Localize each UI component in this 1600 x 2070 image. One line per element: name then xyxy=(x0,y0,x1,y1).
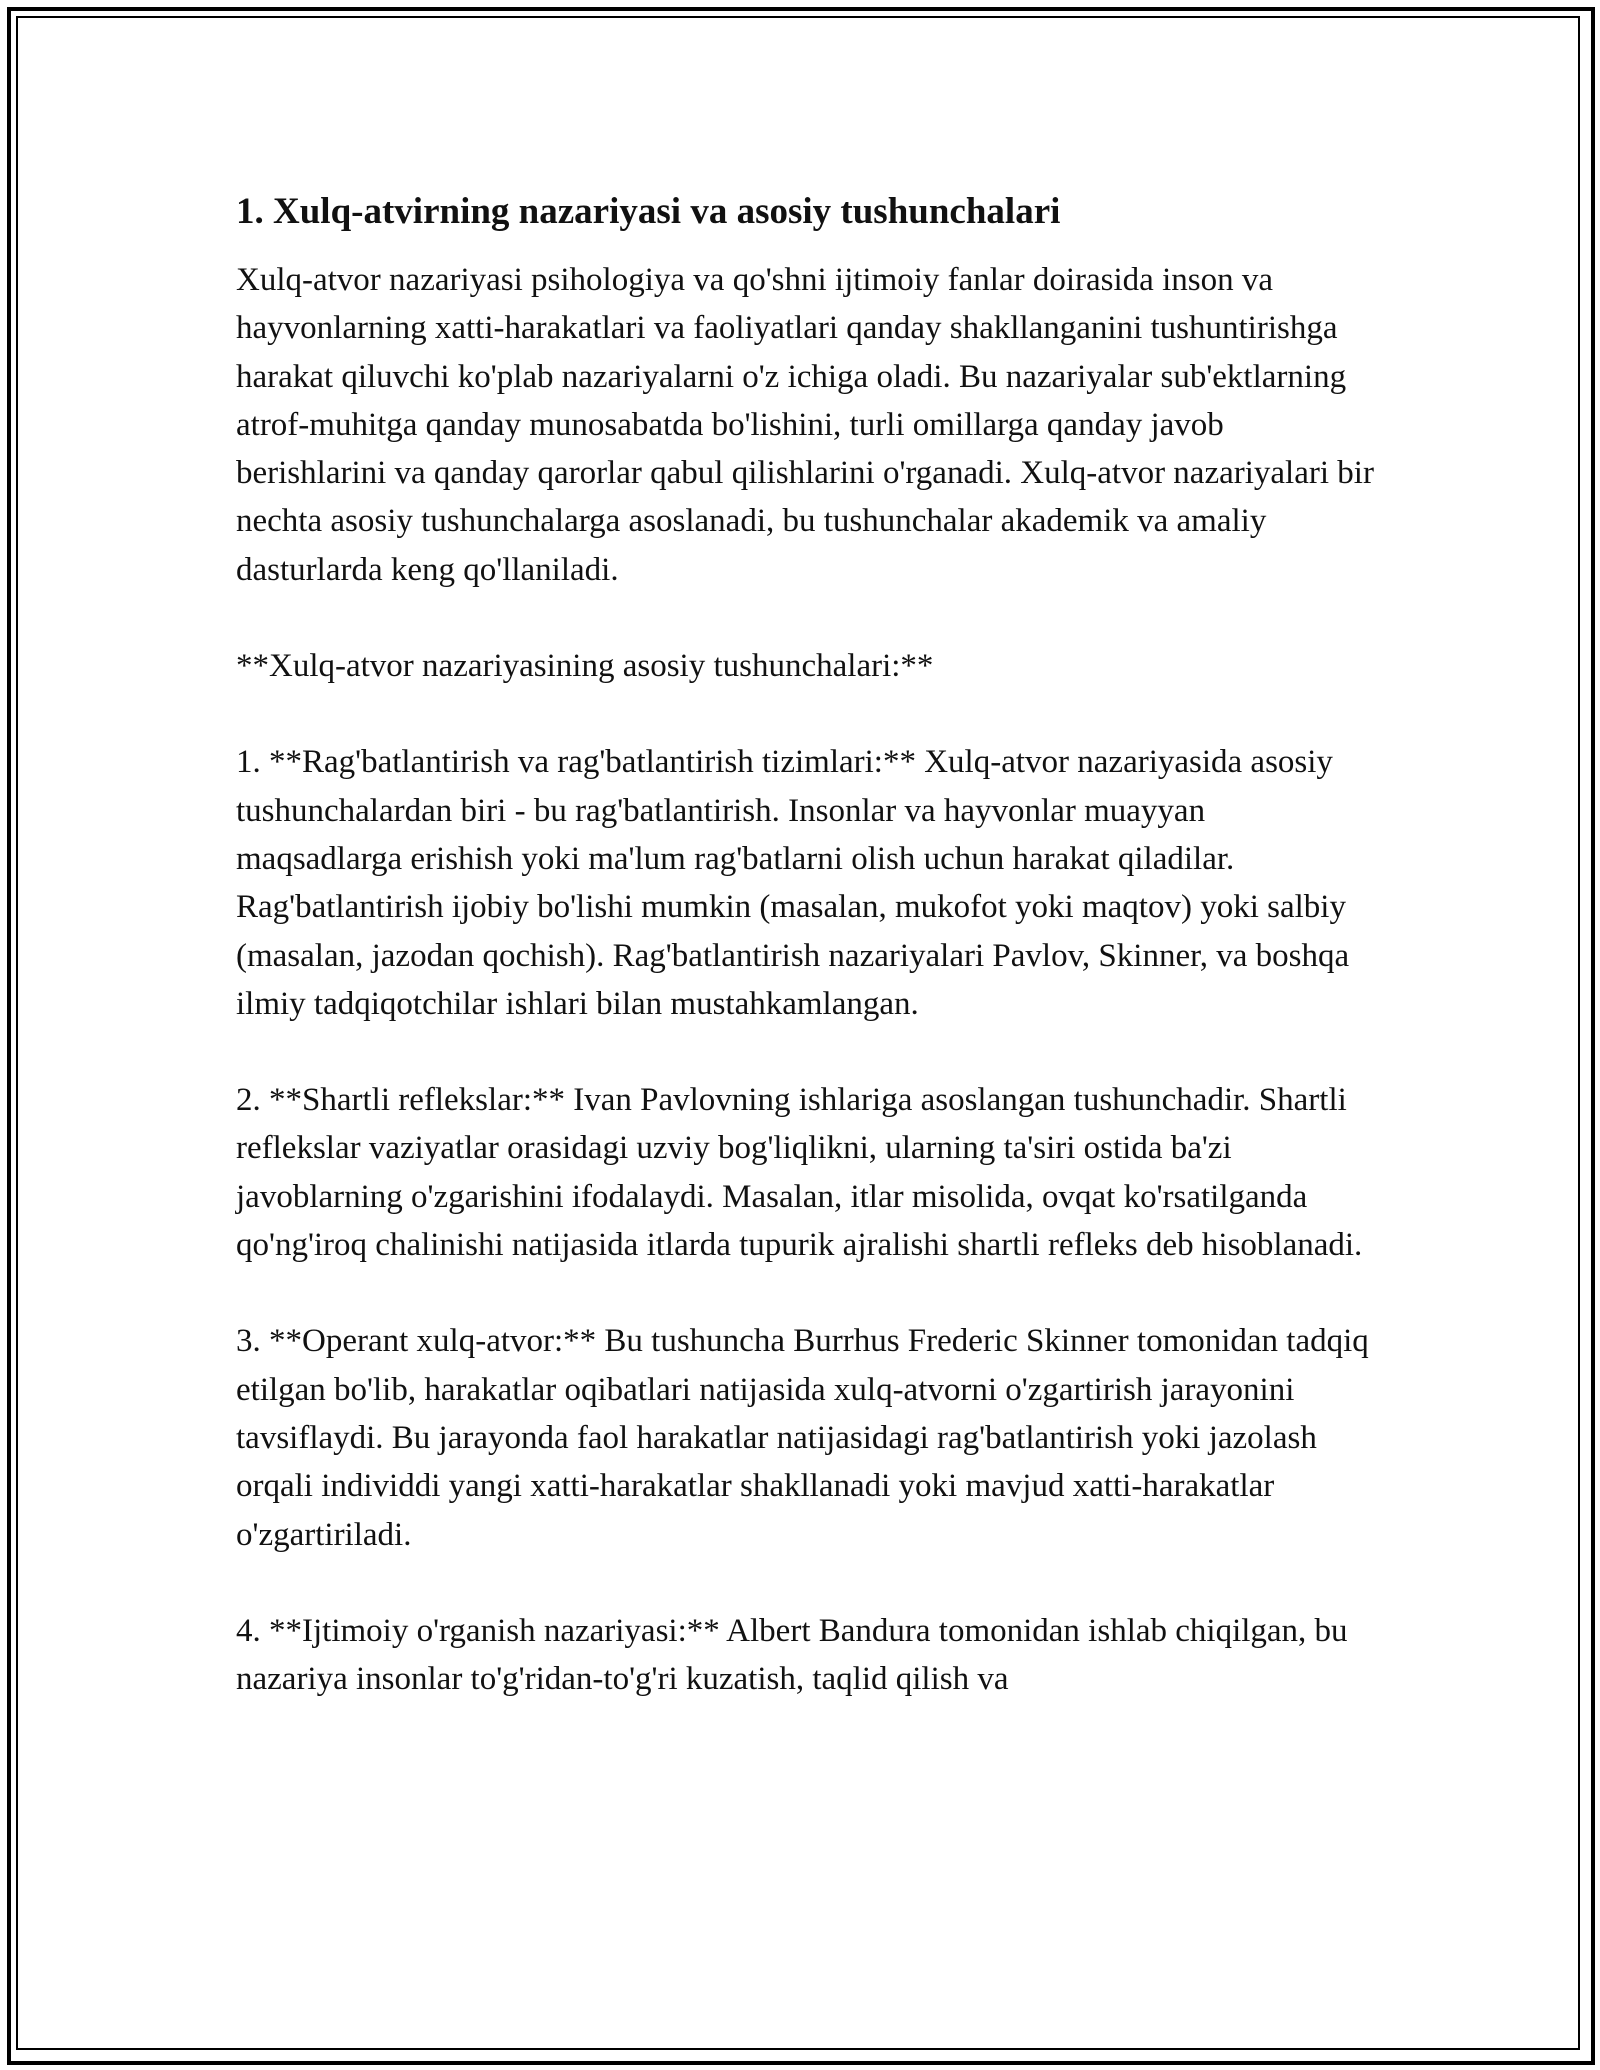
list-item-incentives: 1. **Rag'batlantirish va rag'batlantirish tizimlari:** Xulq-atvor nazariyasida asosiy tushunchalardan biri - bu rag'batlantirish. Insonlar va hayvonlar muayyan maqsadlarga erishish yoki ma'lum rag'batlarni olish uchun harakat qiladilar. Rag'batlantirish ijobiy bo'lishi mumkin (masalan, mukofot yoki maqtov) yoki salbiy (masalan, jazodan qochish). Rag'batlantirish nazariyalari Pavlov, Skinner, va boshqa ilmiy tadqiqotchilar ishlari bilan mustahkamlangan. xyxy=(236,744,1350,1022)
list-item-operant-behavior: 3. **Operant xulq-atvor:** Bu tushuncha Burrhus Frederic Skinner tomonidan tadqiq etilgan bo'lib, harakatlar oqibatlari natijasida xulq-atvorni o'zgartirish jarayonini tavsiflaydi. Bu jarayonda faol harakatlar natijasidagi rag'batlantirish yoki jazolash orqali individdi yangi xatti-harakatlar shakllanadi yoki mavjud xatti-harakatlar o'zgartiriladi. xyxy=(236,1323,1369,1553)
document-body xyxy=(236,190,1376,1751)
intro-paragraph: Xulq-atvor nazariyasi psihologiya va qo'shni ijtimoiy fanlar doirasida inson va hayvonlarning xatti-harakatlari va faoliyatlari qanday shakllanganini tushuntirishga harakat qiluvchi ko'plab nazariyalarni o'z ichiga oladi. Bu nazariyalar sub'ektlarning atrof-muhitga qanday munosabatda bo'lishini, turli omillarga qanday javob berishlarini va qanday qarorlar qabul qilishlarini o'rganadi. Xulq-atvor nazariyalari bir nechta asosiy tushunchalarga asoslanadi, bu tushunchalar akademik va amaliy dasturlarda keng qo'llaniladi. xyxy=(236,262,1374,588)
section-heading: 1. Xulq-atvirning nazariyasi va asosiy tushunchalari xyxy=(236,191,1061,232)
list-item-social-learning: 4. **Ijtimoiy o'rganish nazariyasi:** Albert Bandura tomonidan ishlab chiqilgan, bu nazariya insonlar to'g'ridan-to'g'ri kuzatish, taqlid qilish va xyxy=(236,1612,1348,1698)
concepts-subheading: **Xulq-atvor nazariyasining asosiy tushunchalari:** xyxy=(236,648,934,685)
list-item-conditioned-reflexes: 2. **Shartli reflekslar:** Ivan Pavlovning ishlariga asoslangan tushunchadir. Shartli reflekslar vaziyatlar orasidagi uzviy bog'liqlikni, ularning ta'siri ostida ba'zi javoblarning o'zgarishini ifodalaydi. Masalan, itlar misolida, ovqat ko'rsatilganda qo'ng'iroq chalinishi natijasida itlarda tupurik ajralishi shartli refleks deb hisoblanadi. xyxy=(236,1082,1363,1264)
